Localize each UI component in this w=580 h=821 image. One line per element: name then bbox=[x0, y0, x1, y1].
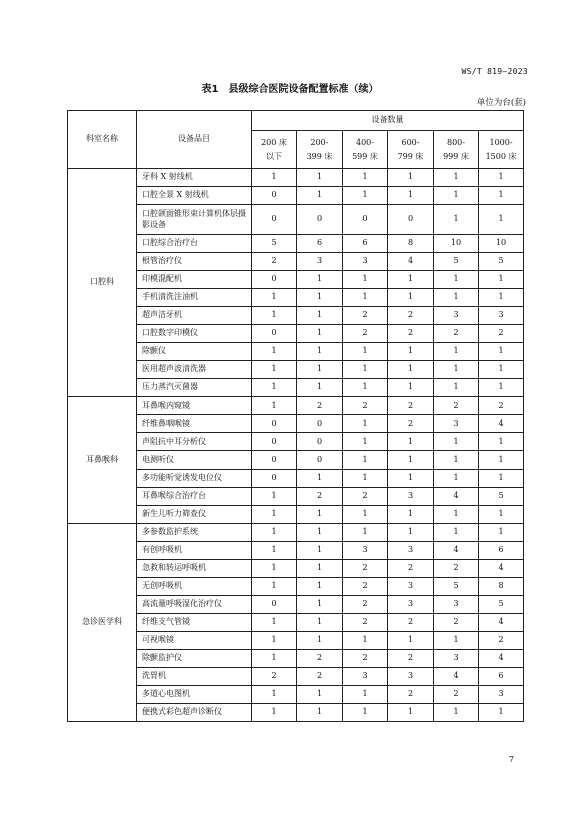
quantity-cell: 1 bbox=[388, 433, 434, 451]
quantity-cell: 1 bbox=[252, 649, 297, 667]
table-row bbox=[68, 379, 524, 397]
table-row bbox=[68, 343, 524, 361]
quantity-cell: 1 bbox=[252, 307, 297, 325]
equipment-item: 牙科 X 射线机 bbox=[137, 169, 252, 187]
table-row bbox=[68, 631, 524, 649]
quantity-cell: 1 bbox=[297, 703, 343, 721]
quantity-cell: 4 bbox=[434, 541, 479, 559]
table-row bbox=[68, 397, 524, 415]
table-row bbox=[68, 433, 524, 451]
equipment-item: 除颤仪 bbox=[137, 343, 252, 361]
quantity-cell: 8 bbox=[388, 235, 434, 253]
quantity-cell: 1 bbox=[297, 289, 343, 307]
quantity-cell: 1 bbox=[297, 271, 343, 289]
quantity-cell: 4 bbox=[479, 613, 524, 631]
quantity-cell: 1 bbox=[252, 577, 297, 595]
quantity-cell: 2 bbox=[343, 307, 388, 325]
quantity-cell: 3 bbox=[343, 667, 388, 685]
table-title bbox=[0, 80, 580, 95]
equipment-item: 洗胃机 bbox=[137, 667, 252, 685]
quantity-cell: 1 bbox=[388, 379, 434, 397]
header-dept: 科室名称 bbox=[68, 111, 137, 169]
quantity-cell: 1 bbox=[479, 271, 524, 289]
table-row bbox=[68, 235, 524, 253]
quantity-cell: 1 bbox=[343, 343, 388, 361]
quantity-cell: 1 bbox=[252, 685, 297, 703]
quantity-cell: 1 bbox=[434, 289, 479, 307]
quantity-cell: 4 bbox=[479, 649, 524, 667]
quantity-cell: 2 bbox=[297, 487, 343, 505]
header-bed-size bbox=[252, 131, 297, 169]
quantity-cell: 1 bbox=[343, 703, 388, 721]
quantity-cell: 2 bbox=[434, 397, 479, 415]
quantity-cell: 0 bbox=[252, 415, 297, 433]
equipment-item: 印模混配机 bbox=[137, 271, 252, 289]
table-row bbox=[68, 595, 524, 613]
table-row bbox=[68, 667, 524, 685]
dept-name: 急诊医学科 bbox=[68, 523, 137, 721]
header-item: 设备品目 bbox=[137, 111, 252, 169]
quantity-cell: 1 bbox=[343, 433, 388, 451]
quantity-cell: 0 bbox=[343, 205, 388, 235]
quantity-cell: 3 bbox=[388, 577, 434, 595]
quantity-cell: 2 bbox=[434, 559, 479, 577]
equipment-item: 口腔数字印模仪 bbox=[137, 325, 252, 343]
quantity-cell: 2 bbox=[252, 667, 297, 685]
quantity-cell: 1 bbox=[388, 703, 434, 721]
quantity-cell: 1 bbox=[297, 631, 343, 649]
quantity-cell: 1 bbox=[479, 703, 524, 721]
quantity-cell: 1 bbox=[297, 559, 343, 577]
quantity-cell: 3 bbox=[388, 487, 434, 505]
table-row bbox=[68, 487, 524, 505]
table-row bbox=[68, 289, 524, 307]
equipment-item: 口腔颌面锥形束计算机体层摄影设备 bbox=[137, 205, 252, 235]
quantity-cell: 3 bbox=[434, 415, 479, 433]
quantity-cell: 1 bbox=[479, 361, 524, 379]
equipment-item: 无创呼吸机 bbox=[137, 577, 252, 595]
header-quantity: 设备数量 bbox=[252, 111, 524, 131]
bed-size-line: 999 床 bbox=[443, 151, 469, 161]
equipment-item: 口腔全景 X 射线机 bbox=[137, 187, 252, 205]
quantity-cell: 2 bbox=[343, 559, 388, 577]
quantity-cell: 1 bbox=[297, 187, 343, 205]
quantity-cell: 1 bbox=[434, 187, 479, 205]
quantity-cell: 1 bbox=[434, 505, 479, 523]
quantity-cell: 1 bbox=[479, 205, 524, 235]
quantity-cell: 1 bbox=[297, 307, 343, 325]
table-row bbox=[68, 187, 524, 205]
equipment-item: 新生儿听力筛查仪 bbox=[137, 505, 252, 523]
quantity-cell: 0 bbox=[297, 415, 343, 433]
quantity-cell: 1 bbox=[388, 169, 434, 187]
equipment-item: 声阻抗中耳分析仪 bbox=[137, 433, 252, 451]
quantity-cell: 1 bbox=[434, 169, 479, 187]
quantity-cell: 1 bbox=[297, 595, 343, 613]
quantity-cell: 0 bbox=[297, 205, 343, 235]
quantity-cell: 1 bbox=[434, 631, 479, 649]
equipment-item: 可视喉镜 bbox=[137, 631, 252, 649]
quantity-cell: 2 bbox=[343, 325, 388, 343]
header-bed-size bbox=[479, 131, 524, 169]
table-row bbox=[68, 703, 524, 721]
quantity-cell: 1 bbox=[388, 361, 434, 379]
quantity-cell: 10 bbox=[479, 235, 524, 253]
quantity-cell: 2 bbox=[434, 325, 479, 343]
quantity-cell: 2 bbox=[343, 397, 388, 415]
quantity-cell: 1 bbox=[252, 703, 297, 721]
quantity-cell: 1 bbox=[388, 631, 434, 649]
quantity-cell: 1 bbox=[252, 379, 297, 397]
quantity-cell: 1 bbox=[252, 397, 297, 415]
quantity-cell: 1 bbox=[479, 505, 524, 523]
equipment-item: 超声洁牙机 bbox=[137, 307, 252, 325]
quantity-cell: 1 bbox=[479, 433, 524, 451]
table-row bbox=[68, 649, 524, 667]
quantity-cell: 3 bbox=[388, 595, 434, 613]
quantity-cell: 2 bbox=[388, 649, 434, 667]
quantity-cell: 1 bbox=[297, 685, 343, 703]
quantity-cell: 1 bbox=[297, 577, 343, 595]
equipment-item: 纤维支气管镜 bbox=[137, 613, 252, 631]
quantity-cell: 0 bbox=[252, 595, 297, 613]
quantity-cell: 0 bbox=[252, 271, 297, 289]
quantity-cell: 3 bbox=[388, 667, 434, 685]
quantity-cell: 4 bbox=[434, 667, 479, 685]
equipment-item: 有创呼吸机 bbox=[137, 541, 252, 559]
quantity-cell: 1 bbox=[297, 325, 343, 343]
quantity-cell: 1 bbox=[297, 169, 343, 187]
unit-note: 单位为台(套) bbox=[476, 98, 526, 108]
bed-size-line: 200 床 bbox=[261, 137, 287, 147]
quantity-cell: 6 bbox=[297, 235, 343, 253]
equipment-item: 除颤监护仪 bbox=[137, 649, 252, 667]
quantity-cell: 2 bbox=[479, 631, 524, 649]
header-bed-size bbox=[388, 131, 434, 169]
quantity-cell: 2 bbox=[343, 613, 388, 631]
quantity-cell: 2 bbox=[388, 325, 434, 343]
quantity-cell: 4 bbox=[434, 487, 479, 505]
quantity-cell: 1 bbox=[252, 505, 297, 523]
quantity-cell: 1 bbox=[388, 187, 434, 205]
table-row bbox=[68, 361, 524, 379]
quantity-cell: 1 bbox=[388, 271, 434, 289]
quantity-cell: 4 bbox=[388, 253, 434, 271]
table-row bbox=[68, 253, 524, 271]
quantity-cell: 2 bbox=[388, 397, 434, 415]
quantity-cell: 8 bbox=[479, 577, 524, 595]
quantity-cell: 2 bbox=[479, 325, 524, 343]
quantity-cell: 2 bbox=[252, 253, 297, 271]
quantity-cell: 3 bbox=[297, 253, 343, 271]
table-number: 表1 bbox=[201, 84, 219, 95]
quantity-cell: 1 bbox=[343, 685, 388, 703]
table-title-text: 县级综合医院设备配置标准（续） bbox=[228, 84, 379, 95]
table-row bbox=[68, 271, 524, 289]
bed-size-line: 1500 床 bbox=[485, 151, 517, 161]
header-bed-size bbox=[434, 131, 479, 169]
quantity-cell: 1 bbox=[388, 523, 434, 541]
quantity-cell: 2 bbox=[343, 487, 388, 505]
quantity-cell: 1 bbox=[252, 289, 297, 307]
quantity-cell: 0 bbox=[252, 325, 297, 343]
bed-size-line: 1000- bbox=[489, 137, 513, 147]
quantity-cell: 1 bbox=[343, 451, 388, 469]
quantity-cell: 1 bbox=[297, 343, 343, 361]
quantity-cell: 1 bbox=[479, 187, 524, 205]
quantity-cell: 1 bbox=[388, 289, 434, 307]
equipment-item: 急救和转运呼吸机 bbox=[137, 559, 252, 577]
dept-name: 口腔科 bbox=[68, 169, 137, 397]
quantity-cell: 2 bbox=[388, 307, 434, 325]
quantity-cell: 1 bbox=[434, 451, 479, 469]
quantity-cell: 0 bbox=[252, 187, 297, 205]
equipment-item: 多参数监护系统 bbox=[137, 523, 252, 541]
quantity-cell: 0 bbox=[252, 205, 297, 235]
quantity-cell: 1 bbox=[388, 469, 434, 487]
equipment-item: 口腔综合治疗台 bbox=[137, 235, 252, 253]
quantity-cell: 1 bbox=[388, 451, 434, 469]
quantity-cell: 5 bbox=[479, 253, 524, 271]
quantity-cell: 2 bbox=[388, 685, 434, 703]
dept-name: 耳鼻喉科 bbox=[68, 397, 137, 523]
equipment-item: 压力蒸汽灭菌器 bbox=[137, 379, 252, 397]
quantity-cell: 2 bbox=[297, 397, 343, 415]
quantity-cell: 6 bbox=[343, 235, 388, 253]
quantity-cell: 5 bbox=[479, 595, 524, 613]
table-row bbox=[68, 541, 524, 559]
quantity-cell: 1 bbox=[479, 451, 524, 469]
quantity-cell: 1 bbox=[434, 361, 479, 379]
quantity-cell: 3 bbox=[343, 253, 388, 271]
table-row bbox=[68, 325, 524, 343]
quantity-cell: 2 bbox=[388, 613, 434, 631]
quantity-cell: 0 bbox=[252, 451, 297, 469]
equipment-item: 便携式彩色超声诊断仪 bbox=[137, 703, 252, 721]
quantity-cell: 1 bbox=[252, 559, 297, 577]
quantity-cell: 1 bbox=[343, 361, 388, 379]
quantity-cell: 1 bbox=[252, 613, 297, 631]
header-bed-size bbox=[343, 131, 388, 169]
quantity-cell: 1 bbox=[388, 505, 434, 523]
quantity-cell: 0 bbox=[297, 433, 343, 451]
quantity-cell: 1 bbox=[479, 523, 524, 541]
quantity-cell: 3 bbox=[434, 595, 479, 613]
quantity-cell: 1 bbox=[479, 379, 524, 397]
quantity-cell: 2 bbox=[479, 397, 524, 415]
quantity-cell: 1 bbox=[343, 505, 388, 523]
quantity-cell: 0 bbox=[388, 205, 434, 235]
quantity-cell: 1 bbox=[252, 541, 297, 559]
equipment-table bbox=[67, 110, 524, 722]
quantity-cell: 3 bbox=[479, 307, 524, 325]
quantity-cell: 1 bbox=[434, 379, 479, 397]
quantity-cell: 5 bbox=[434, 253, 479, 271]
quantity-cell: 1 bbox=[252, 169, 297, 187]
quantity-cell: 1 bbox=[434, 469, 479, 487]
table-row bbox=[68, 577, 524, 595]
quantity-cell: 2 bbox=[388, 415, 434, 433]
quantity-cell: 1 bbox=[297, 469, 343, 487]
quantity-cell: 3 bbox=[388, 541, 434, 559]
quantity-cell: 1 bbox=[343, 169, 388, 187]
quantity-cell: 6 bbox=[479, 541, 524, 559]
quantity-cell: 3 bbox=[479, 685, 524, 703]
quantity-cell: 1 bbox=[297, 613, 343, 631]
bed-size-line: 200- bbox=[310, 137, 329, 147]
quantity-cell: 2 bbox=[434, 613, 479, 631]
bed-size-line: 600- bbox=[401, 137, 420, 147]
quantity-cell: 2 bbox=[297, 649, 343, 667]
quantity-cell: 5 bbox=[479, 487, 524, 505]
quantity-cell: 3 bbox=[434, 649, 479, 667]
table-row bbox=[68, 505, 524, 523]
bed-size-line: 800- bbox=[447, 137, 465, 147]
quantity-cell: 1 bbox=[252, 523, 297, 541]
quantity-cell: 1 bbox=[343, 289, 388, 307]
equipment-item: 纤维鼻咽喉镜 bbox=[137, 415, 252, 433]
quantity-cell: 1 bbox=[297, 361, 343, 379]
bed-size-line: 以下 bbox=[266, 151, 282, 161]
table-row bbox=[68, 415, 524, 433]
bed-size-line: 400- bbox=[356, 137, 374, 147]
table-row bbox=[68, 523, 524, 541]
quantity-cell: 2 bbox=[343, 595, 388, 613]
equipment-item: 多功能听觉诱发电位仪 bbox=[137, 469, 252, 487]
quantity-cell: 1 bbox=[343, 523, 388, 541]
equipment-item: 耳鼻喉综合治疗台 bbox=[137, 487, 252, 505]
bed-size-line: 399 床 bbox=[306, 151, 333, 161]
quantity-cell: 1 bbox=[434, 523, 479, 541]
quantity-cell: 4 bbox=[479, 415, 524, 433]
quantity-cell: 3 bbox=[343, 541, 388, 559]
equipment-item: 高流量呼吸湿化治疗仪 bbox=[137, 595, 252, 613]
standard-code: WS/T 819—2023 bbox=[461, 67, 528, 76]
table-row bbox=[68, 469, 524, 487]
quantity-cell: 1 bbox=[343, 415, 388, 433]
quantity-cell: 1 bbox=[479, 169, 524, 187]
quantity-cell: 1 bbox=[297, 541, 343, 559]
quantity-cell: 1 bbox=[252, 343, 297, 361]
bed-size-line: 599 床 bbox=[352, 151, 378, 161]
quantity-cell: 1 bbox=[297, 523, 343, 541]
quantity-cell: 6 bbox=[479, 667, 524, 685]
quantity-cell: 1 bbox=[434, 703, 479, 721]
quantity-cell: 1 bbox=[343, 187, 388, 205]
equipment-item: 手机清洗注油机 bbox=[137, 289, 252, 307]
quantity-cell: 1 bbox=[479, 343, 524, 361]
quantity-cell: 0 bbox=[252, 433, 297, 451]
quantity-cell: 3 bbox=[434, 307, 479, 325]
equipment-item: 耳鼻喉内窥镜 bbox=[137, 397, 252, 415]
quantity-cell: 1 bbox=[343, 271, 388, 289]
quantity-cell: 1 bbox=[252, 361, 297, 379]
equipment-item: 根管治疗仪 bbox=[137, 253, 252, 271]
quantity-cell: 1 bbox=[343, 469, 388, 487]
quantity-cell: 1 bbox=[434, 205, 479, 235]
bed-size-line: 799 床 bbox=[397, 151, 424, 161]
table-row bbox=[68, 169, 524, 187]
quantity-cell: 4 bbox=[479, 559, 524, 577]
table-row bbox=[68, 685, 524, 703]
quantity-cell: 0 bbox=[252, 469, 297, 487]
equipment-item: 医用超声波清洗器 bbox=[137, 361, 252, 379]
equipment-item: 电测听仪 bbox=[137, 451, 252, 469]
quantity-cell: 2 bbox=[434, 685, 479, 703]
quantity-cell: 1 bbox=[343, 379, 388, 397]
quantity-cell: 1 bbox=[252, 487, 297, 505]
quantity-cell: 10 bbox=[434, 235, 479, 253]
quantity-cell: 1 bbox=[479, 469, 524, 487]
quantity-cell: 1 bbox=[434, 343, 479, 361]
header-bed-size bbox=[297, 131, 343, 169]
quantity-cell: 1 bbox=[297, 505, 343, 523]
equipment-item: 多道心电图机 bbox=[137, 685, 252, 703]
quantity-cell: 2 bbox=[343, 649, 388, 667]
quantity-cell: 5 bbox=[434, 577, 479, 595]
quantity-cell: 2 bbox=[343, 577, 388, 595]
quantity-cell: 2 bbox=[388, 559, 434, 577]
page-number: 7 bbox=[508, 755, 514, 765]
quantity-cell: 1 bbox=[434, 271, 479, 289]
quantity-cell: 1 bbox=[388, 343, 434, 361]
quantity-cell: 1 bbox=[343, 631, 388, 649]
quantity-cell: 0 bbox=[297, 451, 343, 469]
table-row bbox=[68, 559, 524, 577]
table-row bbox=[68, 451, 524, 469]
table-row bbox=[68, 613, 524, 631]
quantity-cell: 1 bbox=[297, 379, 343, 397]
quantity-cell: 1 bbox=[434, 433, 479, 451]
quantity-cell: 1 bbox=[479, 289, 524, 307]
quantity-cell: 2 bbox=[297, 667, 343, 685]
table-row bbox=[68, 205, 524, 235]
quantity-cell: 1 bbox=[252, 631, 297, 649]
quantity-cell: 5 bbox=[252, 235, 297, 253]
table-row bbox=[68, 307, 524, 325]
